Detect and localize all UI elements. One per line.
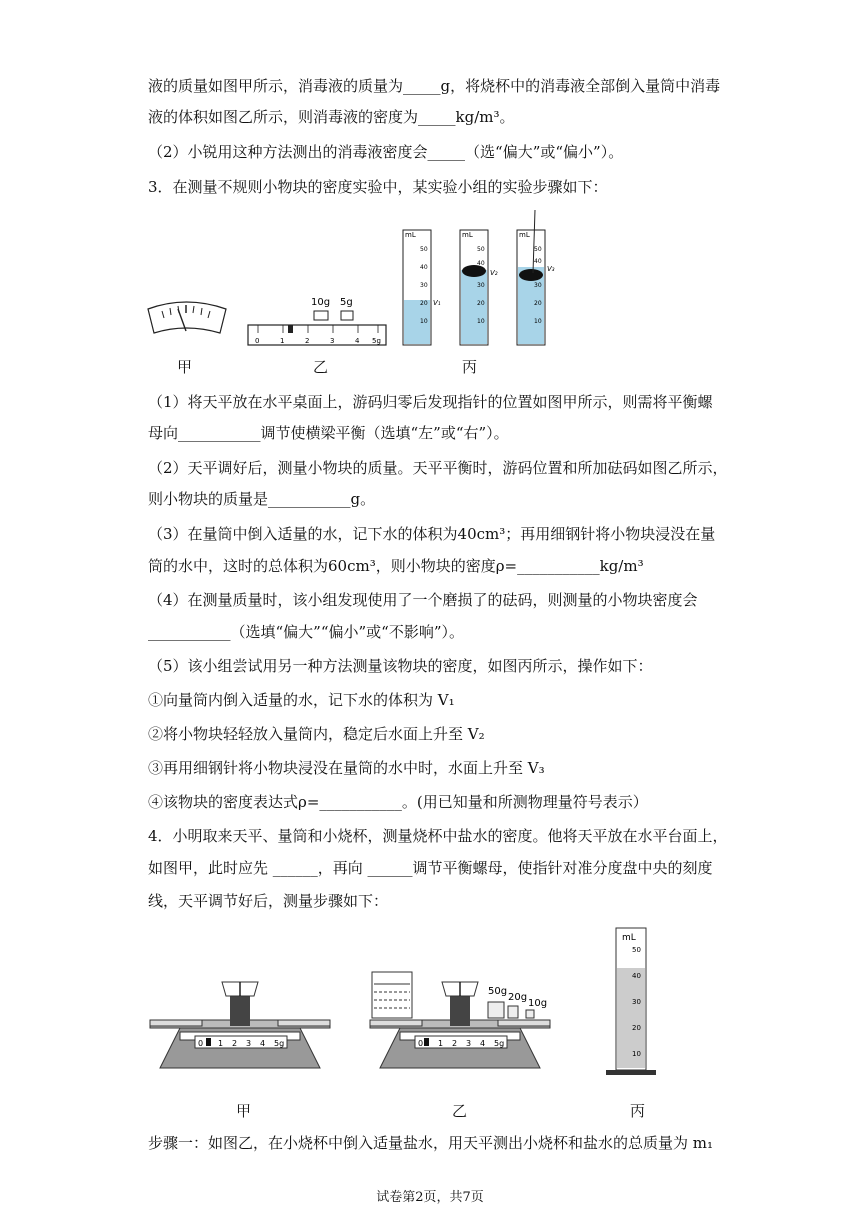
svg-text:4: 4 — [480, 1039, 486, 1048]
svg-text:50: 50 — [477, 246, 485, 253]
dial-scale — [148, 302, 226, 333]
svg-text:V₂: V₂ — [490, 269, 498, 277]
svg-text:1: 1 — [438, 1039, 444, 1048]
step-2: ②将小物块轻轻放入量筒内，稳定后水面上升至 V₂ — [148, 725, 485, 743]
fig1-caption-jia: 甲 — [177, 358, 193, 376]
weights — [311, 297, 353, 320]
ruler-tick-1: 1 — [280, 337, 285, 345]
svg-text:mL: mL — [462, 231, 473, 239]
balance-yi — [370, 972, 550, 1068]
text-line-12: ___________（选填“偏大”“偏小”或“不影响”）。 — [148, 623, 465, 641]
fig2-caption-yi: 乙 — [452, 1102, 468, 1120]
svg-text:1: 1 — [218, 1039, 224, 1048]
step-one-text: 步骤一：如图乙，在小烧杯中倒入适量盐水，用天平测出小烧杯和盐水的总质量为 m₁ — [148, 1134, 714, 1152]
svg-text:10: 10 — [632, 1050, 641, 1058]
step-4: ④该物块的密度表达式ρ=___________。(用已知量和所测物理量符号表示） — [148, 793, 648, 811]
svg-text:mL: mL — [405, 231, 416, 239]
balance-jia — [150, 982, 330, 1068]
svg-text:2: 2 — [452, 1039, 458, 1048]
svg-text:4: 4 — [260, 1039, 266, 1048]
cylinder-bing — [606, 928, 656, 1075]
svg-text:V₃: V₃ — [547, 265, 555, 273]
svg-text:3: 3 — [246, 1039, 252, 1048]
text-line-2: 液的体积如图乙所示，则消毒液的密度为_____kg/m³。 — [148, 108, 515, 126]
svg-text:30: 30 — [632, 998, 641, 1006]
ruler-tick-4: 4 — [355, 337, 360, 345]
fig1-caption-yi: 乙 — [313, 358, 329, 376]
cylinder-2 — [460, 230, 498, 345]
ruler-tick-0: 0 — [255, 337, 260, 345]
weight-label-5g: 5g — [340, 297, 353, 308]
svg-text:10: 10 — [477, 318, 485, 325]
weight-50g: 50g — [488, 986, 508, 997]
text-line-18: 如图甲，此时应先 ______，再向 ______调节平衡螺母，使指针对准分度盘中央的刻度 — [148, 859, 713, 877]
svg-text:40: 40 — [632, 972, 641, 980]
svg-text:50: 50 — [420, 246, 428, 253]
text-line-3: （2）小锐用这种方法测出的消毒液密度会_____（选“偏大”或“偏小”）。 — [148, 143, 624, 161]
fig2-caption-jia: 甲 — [236, 1102, 252, 1120]
text-line-5: （1）将天平放在水平桌面上，游码归零后发现指针的位置如图甲所示，则需将平衡螺 — [148, 393, 713, 411]
svg-text:30: 30 — [534, 282, 542, 289]
svg-text:30: 30 — [477, 282, 485, 289]
question-3-stem: 3．在测量不规则小物块的密度实验中，某实验小组的实验步骤如下： — [148, 178, 608, 196]
weight-20g: 20g — [508, 992, 528, 1003]
svg-text:20: 20 — [632, 1024, 641, 1032]
svg-text:40: 40 — [534, 258, 542, 265]
svg-text:40: 40 — [477, 260, 485, 267]
svg-text:40: 40 — [420, 264, 428, 271]
svg-text:5g: 5g — [274, 1039, 285, 1048]
weight-10g: 10g — [528, 998, 548, 1009]
text-line-10: 筒的水中，这时的总体积为60cm³，则小物块的密度ρ=___________kg/m³ — [148, 557, 644, 575]
text-line-7: （2）天平调好后，测量小物块的质量。天平平衡时，游码位置和所加砝码如图乙所示， — [148, 459, 728, 477]
svg-text:0: 0 — [418, 1039, 424, 1048]
figure-2 — [140, 920, 720, 1080]
svg-text:20: 20 — [420, 300, 428, 307]
page-footer: 试卷第2页，共7页 — [376, 1190, 484, 1205]
step-3: ③再用细钢针将小物块浸没在量筒的水中时，水面上升至 V₃ — [148, 759, 545, 777]
svg-text:5g: 5g — [494, 1039, 505, 1048]
cylinder-3 — [517, 210, 555, 345]
svg-text:V₁: V₁ — [433, 299, 441, 307]
beaker — [372, 972, 412, 1018]
text-line-11: （4）在测量质量时，该小组发现使用了一个磨损了的砝码，则测量的小物块密度会 — [148, 591, 698, 609]
svg-text:50: 50 — [534, 246, 542, 253]
question-4-stem: 4．小明取来天平、量筒和小烧杯，测量烧杯中盐水的密度。他将天平放在水平台面上， — [148, 827, 728, 845]
step-1: ①向量筒内倒入适量的水，记下水的体积为 V₁ — [148, 691, 455, 709]
text-line-1: 液的质量如图甲所示，消毒液的质量为_____g，将烧杯中的消毒液全部倒入量筒中消毒 — [148, 77, 721, 95]
svg-text:20: 20 — [477, 300, 485, 307]
svg-text:10: 10 — [420, 318, 428, 325]
svg-text:mL: mL — [622, 933, 636, 943]
ruler-tick-3: 3 — [330, 337, 335, 345]
figure-1 — [140, 205, 580, 380]
ruler-tick-5: 5g — [372, 337, 381, 345]
ruler-tick-2: 2 — [305, 337, 310, 345]
rider-ruler — [248, 325, 386, 345]
svg-text:3: 3 — [466, 1039, 472, 1048]
text-line-19: 线，天平调节好后，测量步骤如下： — [148, 892, 389, 910]
cylinder-1 — [403, 230, 441, 345]
svg-text:2: 2 — [232, 1039, 238, 1048]
svg-text:mL: mL — [519, 231, 530, 239]
svg-text:10: 10 — [534, 318, 542, 325]
svg-text:0: 0 — [198, 1039, 204, 1048]
svg-text:30: 30 — [420, 282, 428, 289]
text-line-6: 母向___________调节使横梁平衡（选填“左”或“右”）。 — [148, 424, 509, 442]
svg-text:50: 50 — [632, 946, 641, 954]
fig2-caption-bing: 丙 — [630, 1102, 646, 1120]
text-line-13: （5）该小组尝试用另一种方法测量该物块的密度，如图丙所示，操作如下： — [148, 657, 653, 675]
text-line-8: 则小物块的质量是___________g。 — [148, 490, 376, 508]
weight-label-10g: 10g — [311, 297, 331, 308]
text-line-9: （3）在量筒中倒入适量的水，记下水的体积为40cm³；再用细钢针将小物块浸没在量 — [148, 525, 716, 543]
svg-text:20: 20 — [534, 300, 542, 307]
fig1-caption-bing: 丙 — [462, 358, 478, 376]
